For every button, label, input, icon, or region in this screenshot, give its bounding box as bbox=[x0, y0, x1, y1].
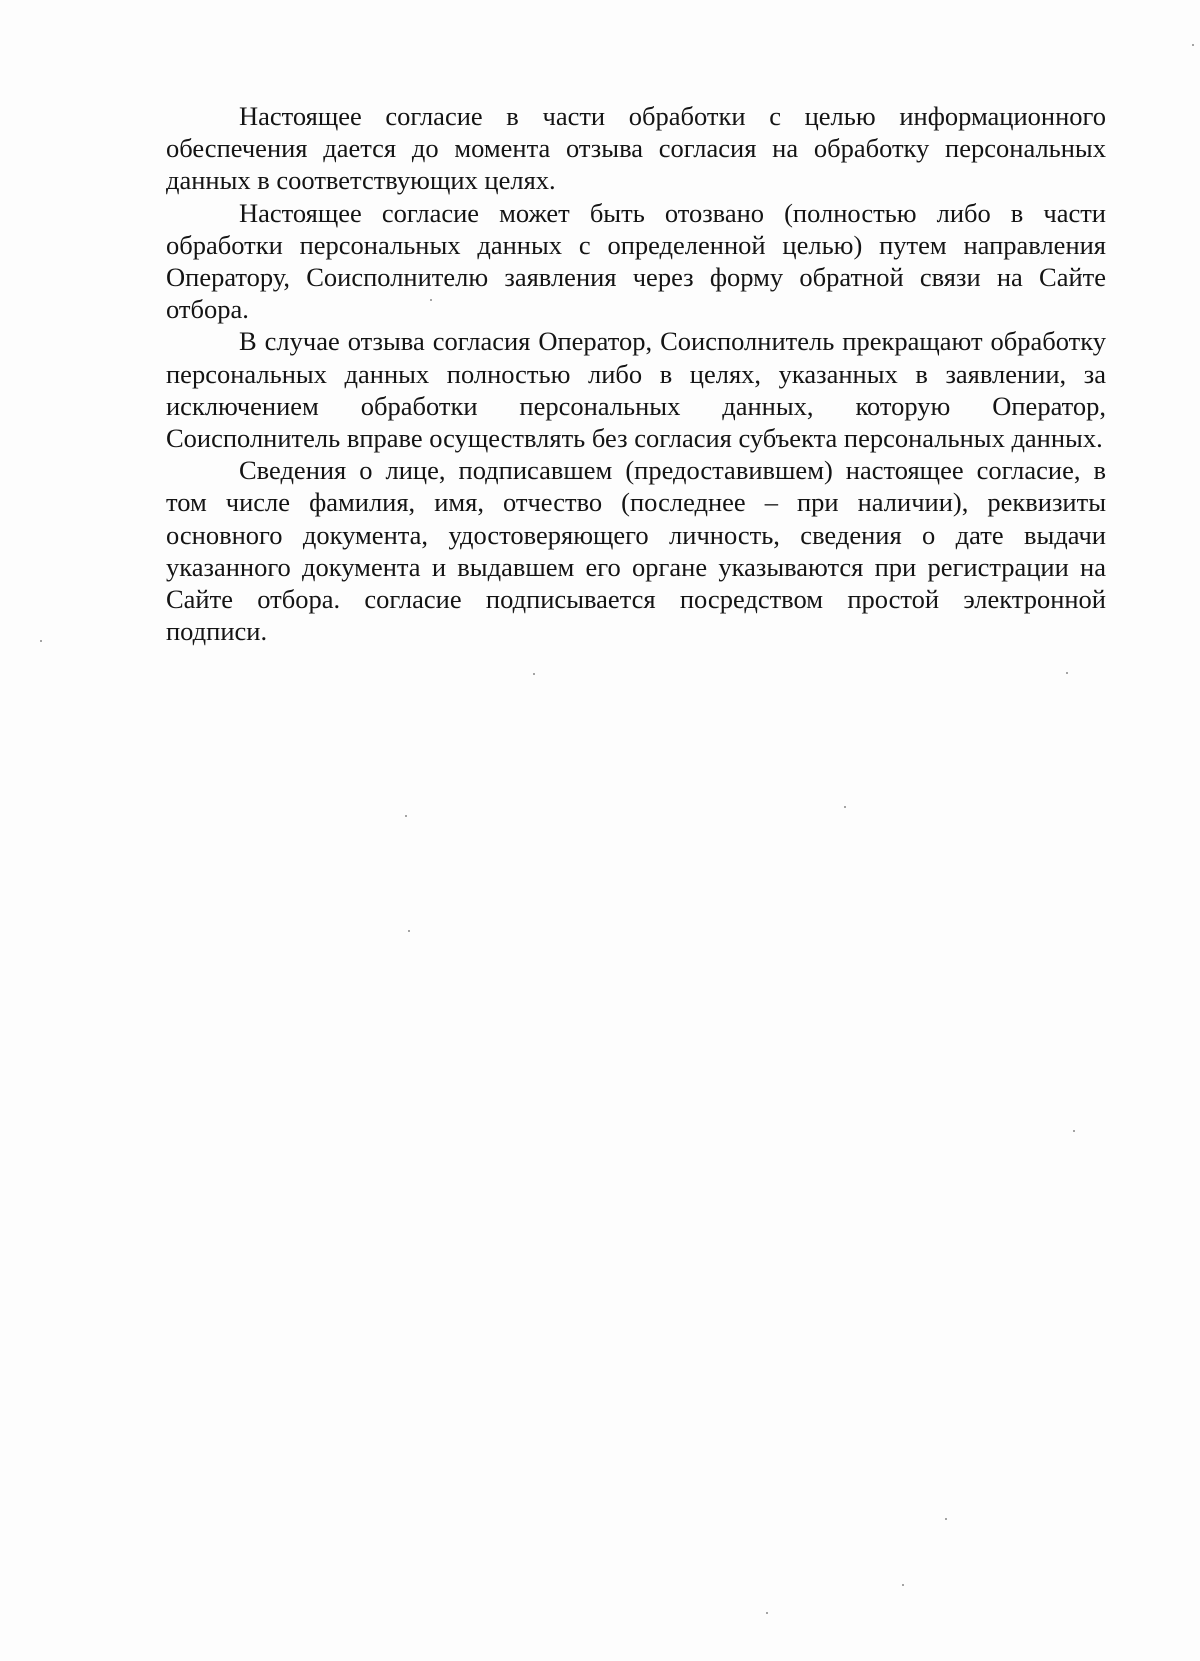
paragraph-processing-termination: В случае отзыва согласия Оператор, Соисполнитель прекращают обработку персональных данных полностью либо в целях, указанных в заявлении, за исключением обработки персональных данных, которую Оператор, Соисполнитель вправе осуществлять без согласия субъекта персональных данных. bbox=[166, 326, 1106, 454]
paragraph-signatory-details: Сведения о лице, подписавшем (предоставившем) настоящее согласие, в том числе фамилия, имя, отчество (последнее – при наличии), реквизиты основного документа, удостоверяющего личность, сведения о дате выдачи указанного документа и выдавшем его органе указываются при регистрации на Сайте отбора. согласие подписывается посредством простой электронной подписи. bbox=[166, 455, 1106, 647]
scan-speck bbox=[844, 806, 846, 808]
scan-speck bbox=[766, 1612, 768, 1614]
paragraph-consent-duration: Настоящее согласие в части обработки с целью информационного обеспечения дается до момента отзыва согласия на обработку персональных данных в соответствующих целях. bbox=[166, 101, 1106, 196]
paragraph-consent-withdrawal: Настоящее согласие может быть отозвано (полностью либо в части обработки персональных данных с определенной целью) путем направления Оператору, Соисполнителю заявления через форму обратной связи на Сайте отбора. bbox=[166, 197, 1106, 325]
scan-speck bbox=[430, 299, 432, 301]
scan-speck bbox=[408, 930, 410, 932]
scan-speck bbox=[902, 1584, 904, 1586]
scan-speck bbox=[405, 815, 407, 817]
scan-speck bbox=[40, 640, 42, 642]
scan-speck bbox=[1192, 44, 1194, 46]
scan-speck bbox=[1073, 1130, 1075, 1132]
document-body bbox=[166, 100, 1106, 647]
scan-speck bbox=[1066, 672, 1068, 674]
scan-speck bbox=[945, 1518, 947, 1520]
scan-speck bbox=[533, 673, 535, 675]
